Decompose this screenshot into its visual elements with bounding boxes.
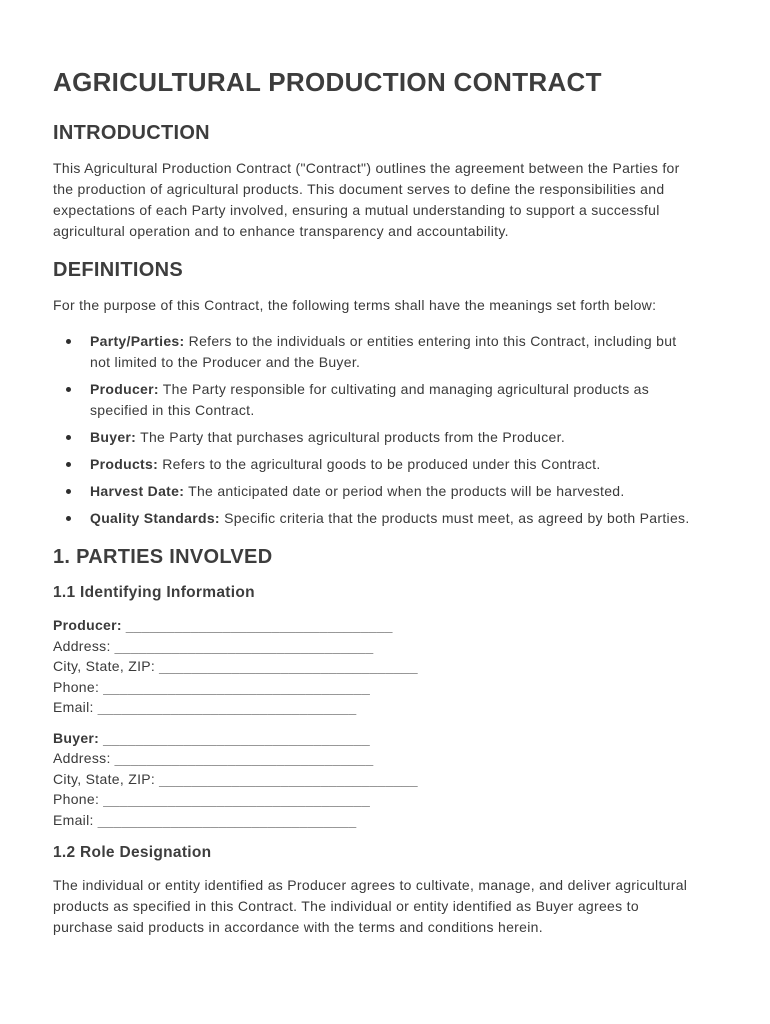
field-row-buyer-address	[53, 748, 694, 769]
producer-city-state-zip-blank[interactable]: ________________________________	[159, 658, 418, 674]
field-row-producer-address	[53, 636, 694, 657]
buyer-info-block	[53, 728, 694, 831]
definition-text: The Party responsible for cultivating and managing agricultural products as specified in this Contract.	[90, 381, 650, 418]
field-row-buyer-email	[53, 810, 694, 831]
field-row-producer-name	[53, 615, 694, 636]
definition-item-party-parties	[53, 331, 694, 373]
definitions-lead: For the purpose of this Contract, the following terms shall have the meanings set forth below:	[53, 297, 657, 313]
producer-info-block	[53, 615, 694, 718]
section-heading-definitions: DEFINITIONS	[53, 259, 183, 281]
producer-address-label: Address:	[53, 637, 111, 654]
document-title: AGRICULTURAL PRODUCTION CONTRACT	[53, 67, 602, 97]
definitions-list	[53, 331, 694, 529]
buyer-city-state-zip-label: City, State, ZIP:	[53, 770, 156, 787]
field-row-buyer-name	[53, 728, 694, 749]
producer-address-blank[interactable]: ________________________________	[114, 637, 374, 654]
definition-term: Producer:	[90, 381, 159, 397]
section-heading-introduction: INTRODUCTION	[53, 122, 210, 144]
buyer-name-blank[interactable]: _________________________________	[103, 729, 370, 746]
producer-name-label: Producer:	[53, 617, 122, 633]
field-row-buyer-phone	[53, 789, 694, 810]
field-row-buyer-city-state-zip	[53, 769, 694, 790]
buyer-name-label: Buyer:	[53, 729, 100, 746]
definition-term: Party/Parties:	[90, 333, 185, 349]
subsection-heading-role-designation: 1.2 Role Designation	[53, 844, 212, 861]
producer-phone-label: Phone:	[53, 678, 100, 695]
field-row-producer-email	[53, 697, 694, 718]
definition-term: Quality Standards:	[90, 510, 220, 526]
buyer-email-label: Email:	[53, 811, 94, 828]
buyer-phone-label: Phone:	[53, 791, 100, 807]
definition-item-harvest-date	[53, 481, 694, 502]
buyer-address-blank[interactable]: ________________________________	[114, 750, 374, 766]
definition-text: Specific criteria that the products must meet, as agreed by both Parties.	[219, 510, 690, 526]
field-row-producer-city-state-zip	[53, 656, 694, 677]
definition-item-producer	[53, 379, 694, 421]
definition-text: The anticipated date or period when the products will be harvested.	[184, 483, 625, 499]
subsection-heading-identifying-information: 1.1 Identifying Information	[53, 584, 255, 601]
definition-item-quality-standards	[53, 508, 694, 529]
producer-phone-blank[interactable]: _________________________________	[103, 678, 371, 695]
producer-email-label: Email:	[53, 699, 94, 715]
role-designation-paragraph: The individual or entity identified as Producer agrees to cultivate, manage, and deliver agricultural products as specified in this Contract. The individual or entity identified as Buyer agrees to purchase said products in accordance with the terms and conditions herein.	[53, 877, 688, 935]
definition-text: Refers to the individuals or entities entering into this Contract, including but not limited to the Producer and the Buyer.	[90, 333, 677, 370]
producer-name-blank[interactable]: _________________________________	[125, 617, 393, 633]
buyer-city-state-zip-blank[interactable]: ________________________________	[159, 770, 418, 787]
buyer-phone-blank[interactable]: _________________________________	[103, 791, 371, 807]
definition-text: The Party that purchases agricultural products from the Producer.	[136, 429, 566, 445]
buyer-address-label: Address:	[53, 750, 111, 766]
definition-item-products	[53, 454, 694, 475]
definition-text: Refers to the agricultural goods to be produced under this Contract.	[158, 456, 601, 472]
producer-email-blank[interactable]: ________________________________	[97, 699, 357, 715]
introduction-paragraph: This Agricultural Production Contract ("Contract") outlines the agreement between the Parties for the production of agricultural products. This document serves to define the responsibilities and expectations of each Party involved, ensuring a mutual understanding to support a successful agricultural operation and to enhance transparency and accountability.	[53, 160, 680, 239]
definition-term: Harvest Date:	[90, 483, 185, 499]
section-heading-parties-involved: 1. PARTIES INVOLVED	[53, 546, 273, 568]
field-row-producer-phone	[53, 677, 694, 698]
buyer-email-blank[interactable]: ________________________________	[97, 811, 357, 828]
producer-city-state-zip-label: City, State, ZIP:	[53, 658, 156, 674]
definition-term: Buyer:	[90, 429, 137, 445]
definition-term: Products:	[90, 456, 159, 472]
definition-item-buyer	[53, 427, 694, 448]
